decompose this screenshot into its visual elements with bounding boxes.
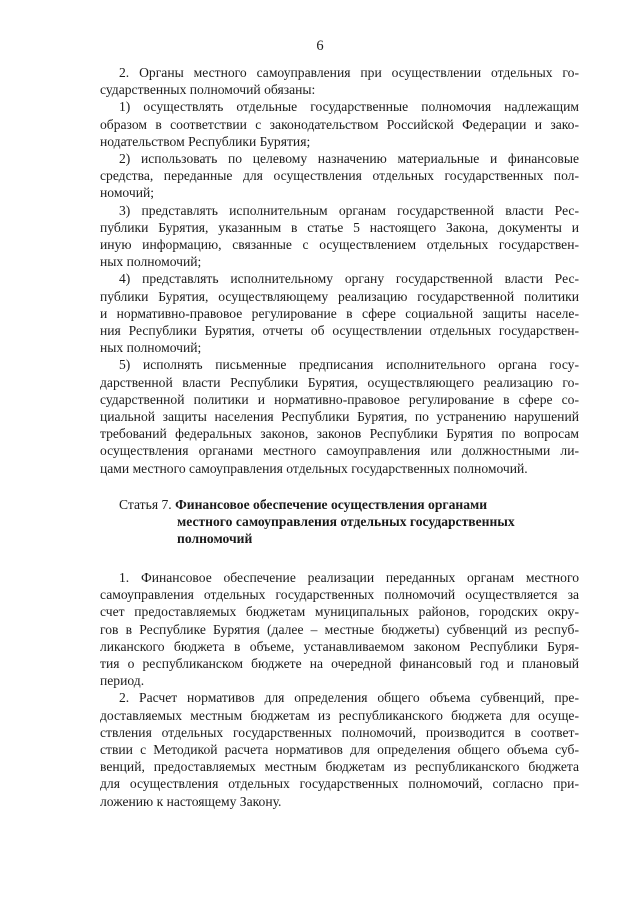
text-line: ных полномочий; (100, 254, 202, 270)
text-line: тия о республиканском бюджете на очередной финансовый год и плановый (100, 656, 579, 672)
page-number: 6 (316, 38, 324, 54)
text-line: цами местного самоуправления отдельных государственных полномочий. (100, 460, 528, 476)
article-title-line-3: полномочий (177, 531, 253, 547)
text-line: доставляемых местным бюджетам из республиканского бюджета для осуще- (100, 707, 579, 723)
text-line: ствии с Методикой расчета нормативов для определения общего объема суб- (100, 742, 579, 758)
text-line: сударственной политики и нормативно-правовое регулирование в сфере со- (100, 391, 579, 407)
text-line: сударственных полномочий обязаны: (100, 82, 316, 98)
article-7-heading (119, 496, 515, 548)
text-line: публики Бурятия, осуществляющему реализацию государственной политики (100, 288, 579, 304)
text-line: период. (100, 673, 145, 689)
text-line: для осуществления отдельных государственных полномочий, согласно при- (100, 776, 579, 792)
text-line: 2) использовать по целевому назначению материальные и финансовые (119, 151, 579, 167)
text-line: 2. Расчет нормативов для определения общего объема субвенций, пре- (119, 690, 579, 706)
text-line: 1. Финансовое обеспечение реализации переданных органам местного (119, 570, 579, 585)
text-line: ликанского бюджета в объеме, устанавливаемом законом Республики Буря- (100, 638, 579, 654)
text-line: номочий; (100, 185, 155, 201)
text-line: венций, предоставляемых местным бюджетам из республиканского бюджета (100, 759, 579, 775)
text-line: средства, переданные для осуществления отдельных государственных пол- (100, 168, 579, 184)
article-title-line-1: Финансовое обеспечение осуществления органами (175, 497, 488, 512)
text-line: ния Республики Бурятия, отчеты об осуществлении отдельных государствен- (100, 323, 579, 339)
text-line: ных полномочий; (100, 340, 202, 356)
text-line: иную информацию, связанные с осуществлением отдельных государствен- (100, 237, 579, 253)
text-line: самоуправления отдельных государственных полномочий осуществляется за (100, 587, 579, 603)
text-line: счет предоставляемых бюджетам муниципальных районов, городских окру- (100, 604, 579, 620)
text-line: публики Бурятия, указанным в статье 5 настоящего Закона, документы и (100, 219, 579, 235)
text-line: 5) исполнять письменные предписания исполнительного органа госу- (119, 357, 579, 373)
text-line: 2. Органы местного самоуправления при осуществлении отдельных го- (119, 65, 579, 80)
text-line: 4) представлять исполнительному органу государственной власти Рес- (119, 271, 579, 287)
text-line: ложению к настоящему Закону. (100, 793, 282, 809)
article-6-section-2 (100, 64, 579, 477)
text-line: 1) осуществлять отдельные государственные полномочия надлежащим (119, 99, 579, 115)
text-line: нодательством Республики Бурятия; (100, 133, 311, 149)
text-line: образом в соответствии с законодательством Российской Федерации и зако- (100, 116, 579, 132)
article-7-body (100, 569, 579, 810)
text-line: 3) представлять исполнительным органам государственной власти Рес- (119, 202, 579, 218)
text-line: дарственной власти Республики Бурятия, осуществляющего реализацию го- (100, 374, 579, 390)
article-label: Статья 7. (119, 497, 172, 512)
article-title-line-2: местного самоуправления отдельных государственных (177, 514, 515, 530)
text-line: гов в Республике Бурятия (далее – местные бюджеты) субвенций из респуб- (100, 621, 579, 637)
text-line: и нормативно-правовое регулирование в сфере социальной защиты населе- (100, 305, 579, 321)
text-line: циальной защиты населения Республики Бурятия, по устранению нарушений (100, 409, 579, 425)
text-line: ствления отдельных государственных полномочий, производится в соответ- (100, 724, 579, 740)
text-line: требований федеральных законов, законов Республики Бурятия по вопросам (100, 426, 579, 442)
text-line: осуществления органами местного самоуправления или должностными ли- (100, 443, 579, 459)
